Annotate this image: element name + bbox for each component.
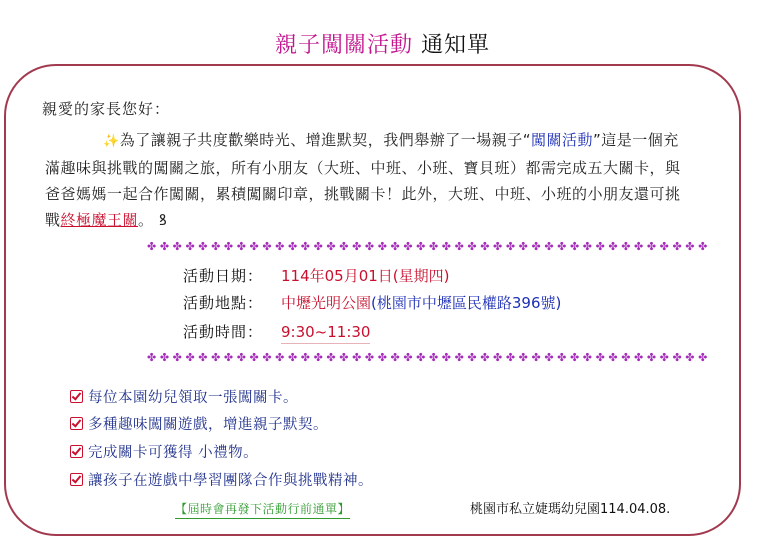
info-time — [183, 321, 370, 345]
decoration-row-top: ✤✤✤✤✤✤✤✤✤✤✤✤✤✤✤✤✤✤✤✤✤✤✤✤✤✤✤✤✤✤✤✤✤✤✤✤✤✤✤✤✤✤✤✤ — [147, 240, 711, 253]
para-part-a: 為了讓親子共度歡樂時光、增進默契，我們舉辦了一場親子“ — [119, 131, 531, 149]
place-value-address: (桃園市中壢區民權路396號) — [371, 294, 562, 312]
place-value-name: 中壢光明公園 — [281, 294, 372, 312]
footer-note: 【屆時會再發下活動行前通單】 — [175, 500, 350, 519]
event-name: 闖關活動 — [530, 131, 593, 149]
page-title — [0, 28, 765, 59]
sparkle-icon: ✨ — [103, 134, 120, 149]
title-sub: 通知單 — [421, 33, 491, 58]
time-value: 9:30~11:30 — [281, 323, 370, 344]
place-label: 活動地點： — [183, 294, 264, 312]
school-signature: 桃園市私立婕瑪幼兒園114.04.08. — [470, 502, 671, 517]
bullet-text: 完成關卡可獲得 小禮物。 — [88, 445, 259, 461]
intro-paragraph — [45, 127, 685, 233]
title-main: 親子闖關活動 — [274, 33, 413, 58]
date-label: 活動日期： — [183, 267, 264, 285]
bullet-text: 多種趣味闖關遊戲，增進親子默契。 — [88, 417, 328, 433]
greeting: 親愛的家長您好： — [42, 100, 171, 118]
checkbox-icon — [70, 417, 83, 430]
list-item — [70, 413, 328, 434]
decoration-row-bottom: ✤✤✤✤✤✤✤✤✤✤✤✤✤✤✤✤✤✤✤✤✤✤✤✤✤✤✤✤✤✤✤✤✤✤✤✤✤✤✤✤✤✤✤✤ — [147, 351, 711, 364]
bullet-text: 讓孩子在遊戲中學習團隊合作與挑戰精神。 — [88, 473, 373, 489]
checkbox-icon — [70, 390, 83, 403]
time-label: 活動時間： — [183, 323, 264, 341]
ornament-icon: ꝸ — [158, 211, 168, 229]
boss-level: 終極魔王關 — [60, 211, 139, 229]
bullet-text: 每位本園幼兒領取一張闖關卡。 — [88, 390, 298, 406]
para-part-b: ”這是一個充滿趣味與挑戰的闖關之旅，所有小朋友（大班、中班、小班、寶貝班）都需完成五大關卡，與爸爸媽媽一起合作闖關，累積闖關印章，挑戰關卡！此外，大班、中班、小班的小朋友還可挑戰 — [45, 131, 681, 229]
list-item — [70, 441, 258, 462]
list-item — [70, 469, 373, 490]
info-date — [183, 265, 450, 289]
checkbox-icon — [70, 473, 83, 486]
list-item — [70, 386, 298, 407]
date-value: 114年05月01日(星期四) — [281, 267, 450, 285]
info-place — [183, 292, 561, 316]
para-part-c: 。 — [138, 211, 154, 229]
checkbox-icon — [70, 445, 83, 458]
